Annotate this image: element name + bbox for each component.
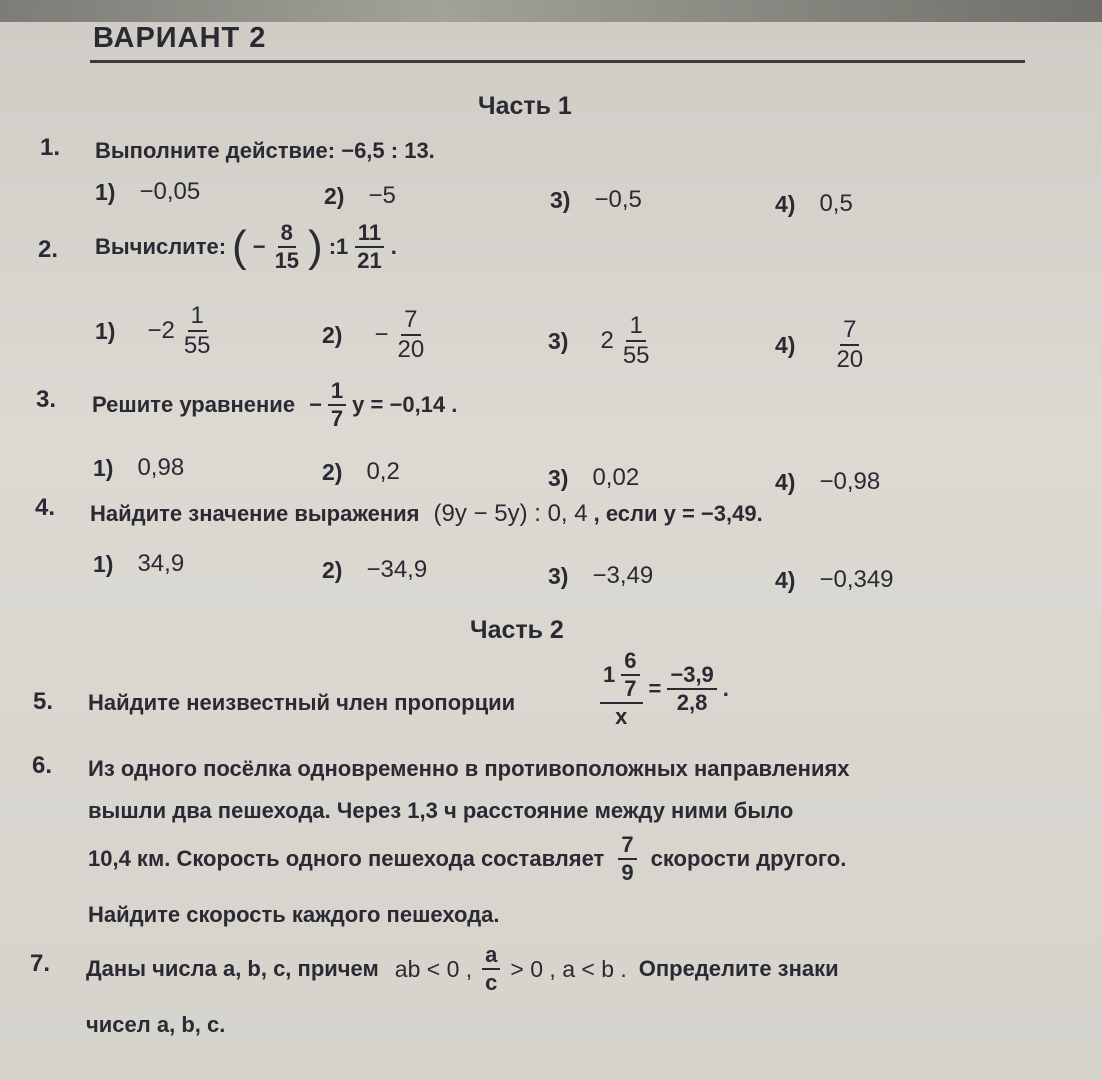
option-whole: −2	[147, 317, 175, 344]
option-value: −3,49	[592, 562, 654, 589]
q2-option-1	[95, 304, 214, 358]
part2-title: Часть 2	[470, 616, 564, 644]
option-number: 1)	[93, 550, 114, 577]
whole: 1	[603, 662, 616, 687]
q7-number: 7.	[30, 950, 51, 977]
q5-mixed-number	[600, 650, 643, 704]
q3-option-1	[93, 454, 184, 482]
close-paren: )	[308, 222, 323, 271]
open-paren: (	[232, 222, 247, 271]
q2-colon: :1	[328, 234, 349, 259]
denominator: 20	[836, 346, 864, 373]
q4-expr: (9y − 5y) : 0, 4	[433, 500, 588, 527]
option-number: 3)	[548, 327, 569, 354]
option-fraction	[181, 304, 214, 358]
q5-end: .	[722, 676, 729, 701]
option-whole: −	[374, 321, 389, 348]
option-value: 0,2	[366, 458, 400, 485]
q1-number: 1.	[40, 134, 61, 161]
option-value: −0,98	[819, 468, 881, 495]
option-fraction	[833, 318, 866, 372]
numerator: 11	[355, 222, 384, 248]
q3-rest: y = −0,14 .	[352, 392, 458, 417]
q3-minus: −	[309, 392, 322, 417]
q6-fraction	[618, 834, 636, 884]
option-number: 4)	[775, 190, 796, 217]
numerator: a	[482, 944, 500, 970]
option-value: −0,349	[819, 566, 894, 593]
q7-line-1	[86, 944, 839, 994]
numerator: 1	[626, 314, 645, 342]
q3-number: 3.	[36, 386, 57, 413]
option-value: −0,5	[594, 186, 642, 213]
q2-number: 2.	[38, 236, 59, 263]
option-fraction	[620, 314, 653, 368]
denominator: 21	[357, 248, 382, 273]
q3-option-2	[322, 458, 400, 486]
q7-line-1a: Даны числа a, b, c, причем	[86, 956, 379, 981]
q5-equals: =	[648, 676, 662, 701]
q6-line-4: Найдите скорость каждого пешехода.	[88, 902, 500, 927]
q3-expression	[92, 380, 457, 430]
q3-fraction	[328, 380, 346, 430]
q1-text: Выполните действие: −6,5 : 13.	[95, 138, 435, 163]
numerator: 8	[278, 222, 296, 248]
denominator: 15	[274, 248, 300, 273]
numerator: 7	[840, 318, 859, 346]
option-value: 0,02	[592, 464, 640, 491]
q4-text: Найдите значение выражения	[90, 501, 420, 526]
q2-expression	[95, 222, 397, 272]
q4-expression	[90, 500, 763, 528]
option-value: 0,98	[137, 454, 185, 481]
q5-text: Найдите неизвестный член пропорции	[88, 690, 516, 715]
option-number: 3)	[550, 186, 571, 213]
option-value: −5	[368, 182, 396, 209]
q2-option-4	[775, 318, 866, 372]
denominator: 20	[397, 336, 425, 363]
q2-option-3	[548, 314, 653, 368]
option-value: −0,05	[139, 178, 201, 205]
option-number: 2)	[322, 458, 343, 485]
q1-option-4	[775, 190, 853, 218]
q1-option-1	[95, 178, 200, 206]
q5-right-fraction	[667, 664, 716, 714]
option-number: 1)	[95, 178, 116, 205]
denominator: c	[485, 970, 498, 995]
numerator: 7	[618, 834, 636, 860]
option-number: 3)	[548, 464, 569, 491]
q2-text: Вычислите:	[95, 234, 227, 259]
q4-option-4	[775, 566, 894, 594]
numerator: 1	[328, 380, 346, 406]
q6-line-3b: скорости другого.	[650, 846, 847, 871]
q6-number: 6.	[32, 752, 53, 779]
q2-end: .	[390, 234, 397, 259]
option-whole: 2	[600, 327, 614, 354]
q5-number: 5.	[33, 688, 54, 715]
option-number: 1)	[95, 317, 116, 344]
q2-option-2	[322, 308, 427, 362]
variant-title: ВАРИАНТ 2	[93, 22, 267, 54]
q5-left-fraction	[600, 650, 643, 728]
q3-option-4	[775, 468, 880, 496]
q6-line-1: Из одного посёлка одновременно в противоположных направлениях	[88, 756, 850, 781]
numerator: 6	[621, 650, 639, 676]
q2-fraction-2	[354, 222, 384, 272]
denominator: 55	[622, 342, 650, 369]
numerator: −3,9	[667, 664, 716, 690]
option-fraction	[394, 308, 427, 362]
denominator: 7	[624, 676, 637, 701]
inner-fraction	[621, 650, 639, 700]
option-number: 4)	[775, 468, 796, 495]
q1-option-3	[550, 186, 642, 214]
option-number: 2)	[322, 321, 343, 348]
q4-number: 4.	[35, 494, 56, 521]
q7-fraction	[482, 944, 500, 994]
q6-line-2: вышли два пешехода. Через 1,3 ч расстояние между ними было	[88, 798, 794, 823]
denominator: 2,8	[676, 690, 708, 715]
q4-option-2	[322, 556, 427, 584]
denominator: 7	[330, 406, 344, 431]
q3-text: Решите уравнение	[92, 392, 296, 417]
q4-tail: , если y = −3,49.	[593, 501, 763, 526]
option-number: 2)	[324, 182, 345, 209]
option-number: 4)	[775, 331, 796, 358]
denominator: x	[615, 704, 628, 729]
q7-line-1b: Определите знаки	[638, 956, 839, 981]
q5-proportion	[600, 650, 729, 728]
q1-option-2	[324, 182, 396, 210]
q2-minus: −	[252, 234, 266, 259]
q7-condition-2: > 0 , a < b .	[510, 955, 627, 982]
q3-option-3	[548, 464, 639, 492]
part1-title: Часть 1	[478, 92, 572, 120]
denominator: 55	[183, 332, 211, 359]
option-number: 4)	[775, 566, 796, 593]
q6-line-3a: 10,4 км. Скорость одного пешехода составляет	[88, 846, 605, 871]
numerator: 7	[401, 308, 420, 336]
header-rule	[90, 60, 1025, 63]
q7-line-2: чисел a, b, c.	[86, 1012, 226, 1037]
denominator: 9	[621, 860, 634, 885]
option-value: 34,9	[137, 550, 185, 577]
q7-condition-1: ab < 0 ,	[394, 955, 473, 982]
q2-fraction-1	[272, 222, 302, 272]
q4-option-1	[93, 550, 184, 578]
q4-option-3	[548, 562, 653, 590]
option-number: 1)	[93, 454, 114, 481]
option-number: 2)	[322, 556, 343, 583]
numerator: 1	[188, 304, 207, 332]
option-value: 0,5	[819, 190, 853, 217]
option-value: −34,9	[366, 556, 428, 583]
option-number: 3)	[548, 562, 569, 589]
q6-line-3	[88, 834, 846, 884]
